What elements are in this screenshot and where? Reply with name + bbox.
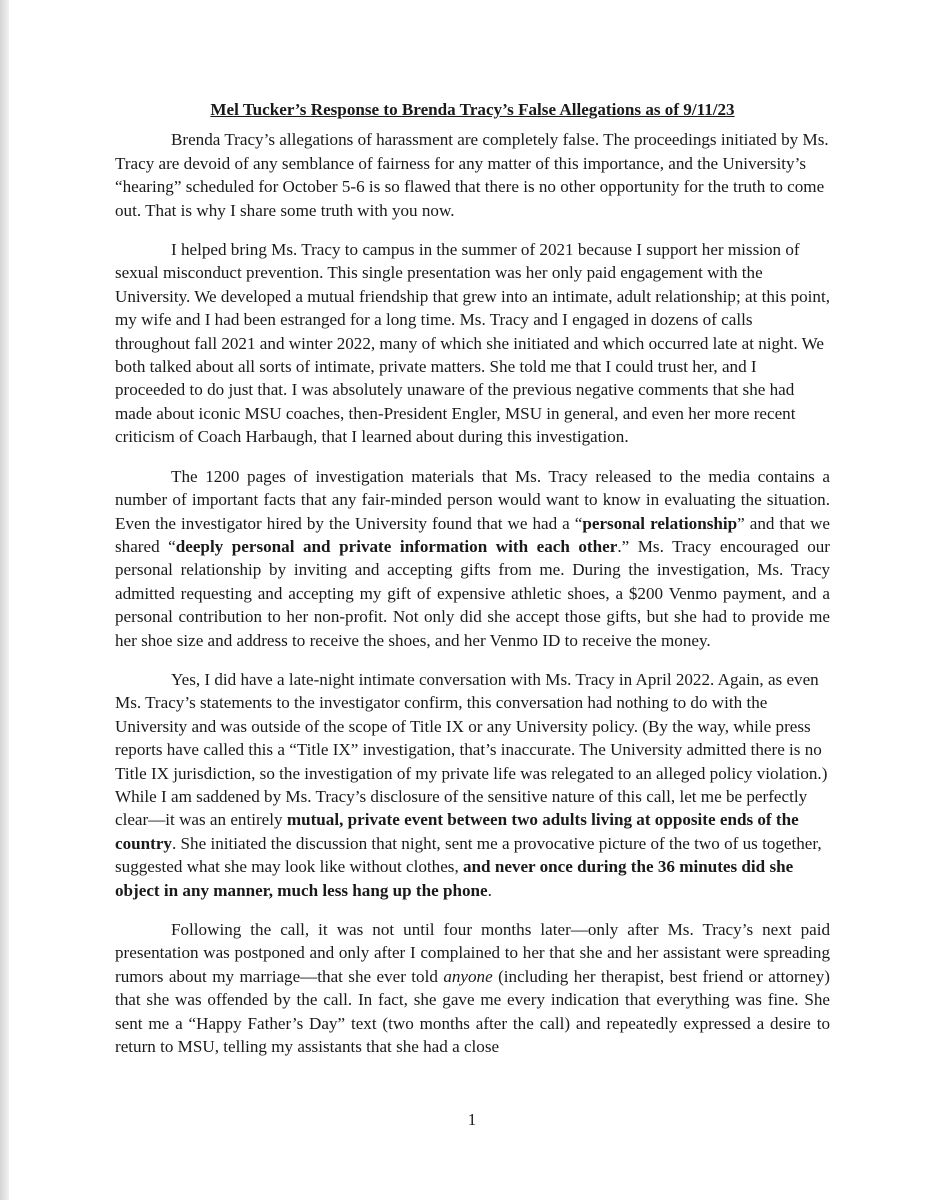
paragraph-4-text: . bbox=[487, 880, 492, 900]
page-number: 1 bbox=[467, 1110, 477, 1129]
paragraph-2: I helped bring Ms. Tracy to campus in the summer of 2021 because I support her mission of sexual misconduct prevention. This single presentation was her only paid engagement with the University. We developed a mutual friendship that grew into an intimate, adult relationship; at this point, my wife and I had been estranged for a long time. Ms. Tracy and I engaged in dozens of calls throughout fall 2021 and winter 2022, many of which she initiated and which occurred late at night. We both talked about all sorts of intimate, private matters. She told me that I could trust her, and I proceeded to do just that. I was absolutely unaware of the previous negative comments that she had made about iconic MSU coaches, then-President Engler, MSU in general, and even her more recent criticism of Coach Harbaugh, that I learned about during this investigation. bbox=[115, 240, 830, 447]
bold-deeply-personal: deeply personal and private information with each other bbox=[175, 536, 618, 556]
paragraph-3 bbox=[115, 465, 830, 652]
document-title: Mel Tucker’s Response to Brenda Tracy’s False Allegations as of 9/11/23 bbox=[210, 100, 735, 119]
paragraph-3-text: .” Ms. Tracy encouraged our personal relationship by inviting and accepting gifts from me. During the investigation, Ms. Tracy admitted requesting and accepting my gift of expensive athletic shoes, a $200 Venmo payment, and a personal contribution to her non-profit. Not only did she accept those gifts, but she had to provide me her shoe size and address to receive the shoes, and her Venmo ID to receive the money. bbox=[115, 536, 830, 650]
paragraph-4 bbox=[115, 668, 830, 902]
bold-personal-relationship: personal relationship bbox=[582, 513, 738, 533]
paragraph-1: Brenda Tracy’s allegations of harassment are completely false. The proceedings initiated by Ms. Tracy are devoid of any semblance of fairness for any matter of this importance, and the University’s “hearing” scheduled for October 5-6 is so flawed that there is no other opportunity for the truth to come out. That is why I share some truth with you now. bbox=[115, 130, 829, 220]
paragraph-4-text: Yes, I did have a late-night intimate conversation with Ms. Tracy in April 2022. Again, as even Ms. Tracy’s statements to the investigator confirm, this conversation had nothing to do with the University and was outside of the scope of Title IX or any University policy. (By the way, while press reports have called this a “Title IX” investigation, that’s inaccurate. The University admitted there is no Title IX jurisdiction, so the investigation of my private life was relegated to an alleged policy violation.) While I am saddened by Ms. Tracy’s disclosure of the sensitive nature of this call, let me be perfectly clear—it was an entirely bbox=[115, 669, 828, 830]
paragraph-4-text: . She initiated the discussion that night, sent me a provocative picture of the two of us together, suggested what she may look like without clothes, bbox=[115, 833, 822, 877]
paragraph-5-text: Following the call, it was not until four months later—only after Ms. Tracy’s next paid presentation was postponed and only after I complained to her that she and her assistant were spreading rumors about my marriage—that she ever told bbox=[115, 920, 830, 986]
paragraph-5 bbox=[115, 918, 830, 1058]
bold-mutual-private-event: mutual, private event between two adults living at opposite ends of the country bbox=[115, 810, 799, 853]
bold-never-once: and never once during the 36 minutes did she object in any manner, much less hang up the phone bbox=[115, 857, 794, 900]
paragraph-3-text: The 1200 pages of investigation materials that Ms. Tracy released to the media contains a number of important facts that any fair-minded person would want to know in evaluating the situation. Even the investigator hired by the University found that we had a “ bbox=[115, 466, 830, 533]
paragraph-3-text: ” and that we shared “ bbox=[115, 513, 830, 556]
italic-anyone: anyone bbox=[443, 966, 493, 986]
paragraph-5-text: (including her therapist, best friend or attorney) that she was offended by the call. In fact, she gave me every indication that everything was fine. She sent me a “Happy Father’s Day” text (two months after the call) and repeatedly expressed a desire to return to MSU, telling my assistants that she had a close bbox=[115, 966, 830, 1057]
